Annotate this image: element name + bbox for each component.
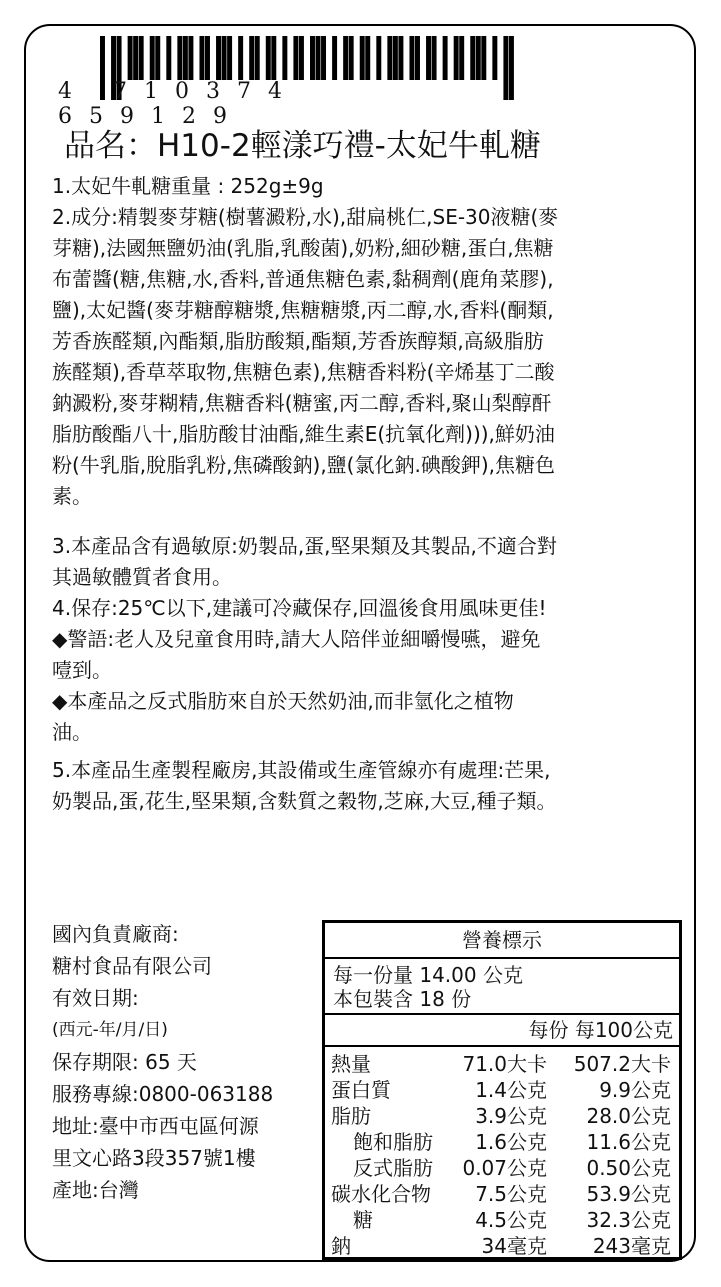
barcode-bar: [432, 36, 437, 80]
barcode-bar: [343, 36, 348, 80]
barcode-bar: [415, 36, 420, 80]
per-serving-value: 4.5公克: [475, 1208, 547, 1232]
barcode-bar: [443, 36, 448, 80]
nutrition-row: [329, 1103, 675, 1129]
nutrient-name: 熱量: [331, 1052, 371, 1076]
expiry-label: 有效日期:: [52, 986, 139, 1010]
allergen-line: 其過敏體質者食用。: [52, 565, 232, 589]
barcode-bar: [139, 36, 144, 80]
ingredients-line: 布蕾醬(糖,焦糖,水,香料,普通焦糖色素,黏稠劑(鹿角菜膠),: [52, 267, 554, 291]
ingredients-line: 2.成分:精製麥芽糖(樹薯澱粉,水),甜扁桃仁,SE-30液糖(麥: [52, 205, 559, 229]
address-line: 地址:臺中市西屯區何源: [52, 1114, 259, 1138]
barcode-bar: [398, 36, 403, 80]
company-name: 糖村食品有限公司: [52, 954, 212, 978]
storage-line: 4.保存:25℃以下,建議可冷藏保存,回溫後食用風味更佳!: [52, 596, 547, 620]
nutrition-row: [329, 1233, 675, 1259]
barcode-digits: 4 710374 659129: [58, 79, 299, 129]
barcode-bar: [255, 36, 260, 80]
barcode-bar: [321, 36, 326, 80]
barcode-bar: [271, 36, 276, 80]
barcode-bar: [166, 36, 171, 80]
nutrition-row: [329, 1051, 675, 1077]
nutrient-name: 飽和脂肪: [353, 1130, 433, 1154]
nutrient-name: 碳水化合物: [331, 1182, 431, 1206]
nutrition-row: [329, 1077, 675, 1103]
nutrient-name: 鈉: [331, 1234, 351, 1258]
barcode-bar: [470, 36, 475, 80]
facility-section: [52, 755, 692, 817]
barcode-bar: [409, 36, 414, 80]
trans-fat-line: ◆本產品之反式脂肪來自於天然奶油,而非氫化之植物: [52, 689, 514, 713]
expiry-format: (西元-年/月/日): [52, 1020, 168, 1040]
nutrient-name: 糖: [353, 1208, 373, 1232]
per-100g-value: 32.3公克: [586, 1208, 671, 1232]
per-serving-value: 7.5公克: [475, 1182, 547, 1206]
nutrition-heading: 營養標示: [325, 923, 679, 959]
per-serving-value: 71.0大卡: [462, 1052, 547, 1076]
barcode-bar: [150, 36, 155, 80]
net-weight-line: 1.太妃牛軋糖重量 : 252g±9g: [52, 174, 324, 198]
nutrition-row: [329, 1129, 675, 1155]
barcode-bar: [238, 36, 243, 80]
barcode-bar: [454, 36, 459, 80]
barcode-bar: [293, 36, 298, 80]
ingredients-line: 族醛類),香草萃取物,焦糖色素),焦糖香料粉(辛烯基丁二酸: [52, 360, 555, 384]
per-100g-value: 28.0公克: [586, 1104, 671, 1128]
per-100g-value: 9.9公克: [599, 1078, 671, 1102]
barcode-bar: [128, 36, 133, 80]
barcode-bar: [503, 36, 508, 100]
ingredients-section: [52, 171, 692, 512]
ingredients-line: 素。: [52, 484, 92, 508]
per-serving-value: 3.9公克: [475, 1104, 547, 1128]
barcode-bar: [481, 36, 486, 80]
manufacturer-info: [52, 918, 320, 1206]
product-title: 品名：H10-2輕漾巧禮-太妃牛軋糖: [64, 128, 541, 164]
barcode-bar: [426, 36, 431, 80]
nutrition-row: [329, 1181, 675, 1207]
per-100g-value: 507.2大卡: [573, 1052, 671, 1076]
nutrition-column-header: 每份 每100公克: [325, 1015, 679, 1047]
barcode-bar: [365, 36, 370, 80]
per-100g-value: 53.9公克: [586, 1182, 671, 1206]
facility-line: 5.本產品生產製程廠房,其設備或生產管線亦有處理:芒果,: [52, 758, 551, 782]
allergen-line: 3.本產品含有過敏原:奶製品,蛋,堅果類及其製品,不適合對: [52, 534, 557, 558]
barcode-bar: [387, 36, 392, 80]
trans-fat-line: 油。: [52, 720, 92, 744]
ingredients-line: 鈉澱粉,麥芽糊精,焦糖香料(糖蜜,丙二醇,香料,聚山梨醇酐: [52, 391, 552, 415]
trans-fat-note: [52, 686, 692, 748]
per-serving-value: 1.6公克: [475, 1130, 547, 1154]
barcode-bar: [155, 36, 160, 80]
nutrition-facts-table: [322, 920, 682, 1260]
ingredients-line: 芽糖),法國無鹽奶油(乳脂,乳酸菌),奶粉,細砂糖,蛋白,焦糖: [52, 236, 554, 260]
barcode-bar: [393, 36, 398, 80]
barcode-bar: [360, 36, 365, 80]
nutrient-name: 反式脂肪: [353, 1156, 433, 1180]
address-line: 里文心路3段357號1樓: [52, 1146, 256, 1170]
barcode-bar: [376, 36, 381, 80]
country-of-origin: 產地:台灣: [52, 1178, 139, 1202]
ingredients-line: 芳香族醛類,內酯類,脂肪酸類,酯類,芳香族醇類,高級脂肪: [52, 329, 544, 353]
servings-per-package: 本包裝含 18 份: [333, 987, 472, 1011]
barcode-bar: [227, 36, 232, 80]
nutrition-rows: [325, 1047, 679, 1259]
barcode-bar: [476, 36, 481, 80]
warning-section: [52, 624, 692, 686]
barcode-bar: [509, 36, 514, 100]
barcode-bar: [299, 36, 304, 80]
per-serving-value: 34毫克: [481, 1234, 547, 1258]
per-100g-value: 243毫克: [592, 1234, 671, 1258]
nutrient-name: 脂肪: [331, 1104, 371, 1128]
barcode-bar: [316, 36, 321, 80]
barcode-bar: [222, 36, 227, 80]
service-hotline: 服務專線:0800-063188: [52, 1082, 274, 1106]
facility-line: 奶製品,蛋,花生,堅果類,含麩質之穀物,芝麻,大豆,種子類。: [52, 789, 557, 813]
barcode-bar: [282, 36, 287, 80]
barcode-bar: [349, 36, 354, 80]
serving-size: 每一份量 14.00 公克: [333, 963, 523, 987]
per-serving-value: 0.07公克: [462, 1156, 547, 1180]
nutrition-row: [329, 1155, 675, 1181]
responsible-label: 國內負責廠商:: [52, 922, 179, 946]
barcode-bar: [266, 36, 271, 80]
per-100g-value: 0.50公克: [586, 1156, 671, 1180]
ingredients-line: 粉(牛乳脂,脫脂乳粉,焦磷酸鈉),鹽(氯化鈉.碘酸鉀),焦糖色: [52, 453, 555, 477]
barcode-bar: [459, 36, 464, 80]
serving-info: [325, 959, 679, 1015]
shelf-life: 保存期限: 65 天: [52, 1050, 197, 1074]
barcode-bar: [177, 36, 182, 80]
barcode-bar: [249, 36, 254, 80]
barcode-bar: [216, 36, 221, 80]
barcode-bar: [332, 36, 337, 80]
ingredients-line: 脂肪酸酯八十,脂肪酸甘油酯,維生素E(抗氧化劑))),鮮奶油: [52, 422, 555, 446]
storage-section: [52, 593, 692, 624]
barcode-bar: [133, 36, 138, 80]
ingredients-line: 鹽),太妃醬(麥芽糖醇糖漿,焦糖糖漿,丙二醇,水,香料(酮類,: [52, 298, 554, 322]
barcode-bar: [199, 36, 204, 80]
barcode-bar: [310, 36, 315, 80]
allergen-section: [52, 531, 692, 593]
nutrition-row: [329, 1207, 675, 1233]
warning-line: 噎到。: [52, 658, 112, 682]
barcode-bar: [205, 36, 210, 80]
per-100g-value: 11.6公克: [586, 1130, 671, 1154]
nutrient-name: 蛋白質: [331, 1078, 391, 1102]
barcode-bar: [183, 36, 188, 80]
per-serving-value: 1.4公克: [475, 1078, 547, 1102]
barcode-bar: [188, 36, 193, 80]
barcode-bar: [492, 36, 497, 80]
warning-line: ◆警語:老人及兒童食用時,請大人陪伴並細嚼慢嚥，避免: [52, 627, 541, 651]
